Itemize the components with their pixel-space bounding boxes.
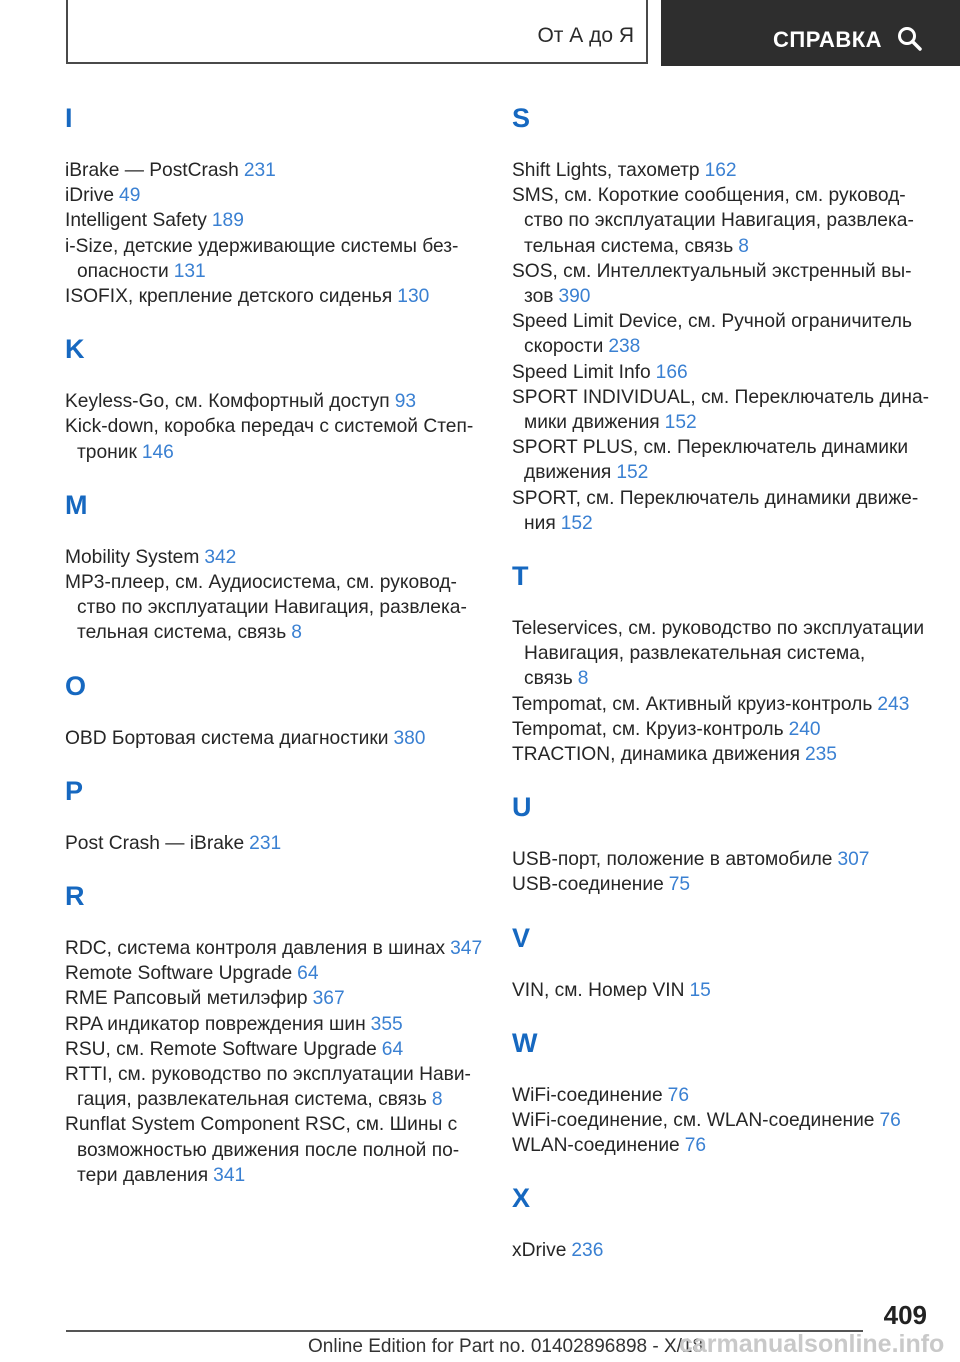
index-entry: [512, 259, 932, 309]
index-entry: [65, 936, 485, 961]
page-link[interactable]: 152: [616, 462, 649, 484]
search-icon[interactable]: [897, 26, 923, 52]
index-entry: [512, 385, 932, 435]
page-link[interactable]: 130: [397, 286, 430, 308]
entry-text: iDrive: [65, 185, 115, 207]
entry-text: VIN, см. Номер VIN: [512, 979, 685, 1001]
index-entry: [512, 309, 932, 359]
a-to-z-label[interactable]: От А до Я: [537, 24, 634, 47]
index-entry: [512, 616, 932, 692]
index-entry: [65, 726, 485, 751]
index-entry: [65, 284, 485, 309]
page-link[interactable]: 93: [394, 391, 417, 413]
entry-text: SPORT PLUS, см. Переключатель динамики движения: [512, 437, 909, 484]
entry-text: Kick-down, коробка передач с системой Степ-троник: [65, 416, 474, 463]
page-link[interactable]: 367: [312, 988, 345, 1010]
index-entry: [65, 208, 485, 233]
index-section: [512, 787, 932, 897]
page-link[interactable]: 64: [297, 963, 319, 985]
page-link[interactable]: 76: [667, 1084, 689, 1106]
section-letter: T: [512, 561, 529, 592]
index-entry: [512, 360, 932, 385]
index-entry: [512, 1238, 932, 1263]
index-section: [65, 329, 485, 465]
page-link[interactable]: 240: [788, 718, 821, 740]
page-link[interactable]: 380: [393, 727, 426, 749]
index-entry: [65, 158, 485, 183]
section-letter: R: [65, 881, 85, 912]
index-entry: [65, 1112, 485, 1188]
section-letter: K: [65, 334, 85, 365]
index-column-right: [512, 98, 932, 1264]
watermark: carmanualsonline.info: [679, 1330, 945, 1358]
page-link[interactable]: 49: [119, 185, 141, 207]
page-link[interactable]: 231: [243, 160, 276, 181]
page-link[interactable]: 8: [291, 622, 302, 644]
index-entry: [512, 978, 932, 1003]
page-link[interactable]: 15: [689, 979, 711, 1001]
index-section: [65, 666, 485, 751]
entry-text: SPORT, см. Переключатель динамики движе-ния: [512, 487, 919, 534]
entry-text: Speed Limit Info: [512, 361, 651, 383]
index-column-left: [65, 98, 485, 1188]
entry-text: Speed Limit Device, см. Ручной ограничитель скорости: [512, 311, 912, 358]
index-entry: [65, 234, 485, 284]
entry-text: USB-соединение: [512, 874, 664, 896]
page-number: 409: [883, 1300, 927, 1330]
index-entry: [65, 1012, 485, 1037]
entry-text: Intelligent Safety: [65, 210, 207, 232]
index-section: [65, 98, 485, 309]
index-entry: [65, 986, 485, 1011]
index-entry: [65, 1037, 485, 1062]
page-link[interactable]: 8: [577, 668, 589, 690]
help-label: СПРАВКА: [773, 27, 883, 52]
entry-text: WLAN-соединение: [512, 1135, 680, 1157]
entry-text: SOS, см. Интеллектуальный экстренный вы-зов: [512, 260, 912, 308]
page-link[interactable]: 243: [877, 693, 910, 715]
entry-text: i-Size, детские удерживающие системы без-опасности: [65, 235, 459, 282]
index-entry: [512, 717, 932, 742]
index-section: [65, 876, 485, 1188]
page-link[interactable]: 390: [558, 286, 591, 308]
page-link[interactable]: 152: [560, 512, 593, 534]
index-entry: [65, 389, 485, 414]
index-entry: [512, 692, 932, 717]
index-section: [512, 556, 932, 767]
section-letter: W: [512, 1027, 538, 1058]
page-link[interactable]: 64: [381, 1038, 404, 1060]
section-letter: V: [512, 922, 531, 953]
entry-text: Runflat System Component RSC, см. Шины с возможностью движения после полной по-тери давления: [65, 1114, 460, 1186]
index-section: [65, 485, 485, 646]
index-entry: [65, 545, 485, 570]
index-section: [512, 98, 932, 536]
page-link[interactable]: 166: [655, 361, 688, 383]
entry-text: SMS, см. Короткие сообщения, см. руковод-ство по эксплуатации Навигация, развлека-тельная система, связь: [512, 185, 914, 257]
entry-text: WiFi-соединение: [512, 1084, 663, 1106]
entry-text: Tempomat, см. Круиз-контроль: [512, 718, 784, 740]
page-link[interactable]: 75: [668, 874, 691, 896]
entry-text: RTTI, см. руководство по эксплуатации Нави-гация, развлекательная система, связь: [65, 1064, 471, 1111]
header-tab-a-to-z[interactable]: [66, 0, 648, 64]
section-letter: M: [65, 489, 88, 520]
index-section: [65, 771, 485, 856]
index-entry: [512, 872, 932, 897]
index-entry: [512, 183, 932, 259]
page-link[interactable]: 131: [173, 260, 206, 282]
index-entry: [65, 414, 485, 464]
entry-text: Mobility System: [65, 546, 200, 568]
footer-edition: Online Edition for Part no. 01402896898 - X/18: [308, 1336, 704, 1357]
index-entry: [512, 435, 932, 485]
section-letter: U: [512, 792, 532, 823]
entry-text: RME Рапсовый метилэфир: [65, 988, 308, 1010]
index-entry: [512, 158, 932, 183]
page-link[interactable]: 76: [684, 1135, 707, 1157]
entry-text: xDrive: [512, 1240, 567, 1262]
page-link[interactable]: 8: [738, 235, 749, 257]
index-section: [512, 1023, 932, 1159]
index-entry: [512, 1133, 932, 1158]
page-link[interactable]: 341: [213, 1164, 246, 1186]
index-entry: [512, 742, 932, 767]
entry-text: Shift Lights, тахометр: [512, 160, 700, 181]
page-link[interactable]: 236: [571, 1240, 604, 1262]
entry-text: TRACTION, динамика движения: [512, 744, 800, 766]
index-entry: [512, 486, 932, 536]
section-letter: P: [65, 775, 84, 806]
index-entry: [512, 1083, 932, 1108]
page-link[interactable]: 347: [450, 938, 483, 960]
entry-text: Tempomat, см. Активный круиз-контроль: [512, 693, 873, 715]
page-link[interactable]: 231: [249, 832, 282, 854]
page-link[interactable]: 189: [211, 210, 244, 232]
entry-text: iBrake — PostCrash: [65, 160, 239, 181]
entry-text: Post Crash — iBrake: [65, 832, 245, 854]
index-entry: [65, 961, 485, 986]
section-letter: O: [65, 670, 87, 701]
index-section: [512, 1178, 932, 1263]
index-entry: [65, 1062, 485, 1112]
entry-text: ISOFIX, крепление детского сиденья: [65, 286, 393, 308]
entry-text: Remote Software Upgrade: [65, 963, 293, 985]
entry-text: Keyless-Go, см. Комфортный доступ: [65, 391, 390, 413]
index-section: [512, 918, 932, 1003]
page-link[interactable]: 152: [664, 412, 697, 434]
entry-text: USB-порт, положение в автомобиле: [512, 849, 833, 871]
page-link[interactable]: 146: [141, 441, 174, 463]
entry-text: RDC, система контроля давления в шинах: [65, 938, 446, 960]
index-entry: [512, 1108, 932, 1133]
section-letter: X: [512, 1183, 531, 1214]
entry-text: Teleservices, см. руководство по эксплуатации Навигация, развлекательная система, связь: [512, 618, 925, 690]
entry-text: MP3-плеер, см. Аудиосистема, см. руковод-ство по эксплуатации Навигация, развлека-тельная система, связь: [65, 572, 467, 644]
section-letter: I: [65, 103, 73, 133]
page-link[interactable]: 76: [879, 1110, 901, 1132]
page-link[interactable]: 342: [204, 546, 237, 568]
section-letter: S: [512, 103, 531, 133]
index-entry: [512, 847, 932, 872]
page-link[interactable]: 162: [704, 160, 737, 181]
entry-text: RPA индикатор повреждения шин: [65, 1013, 366, 1035]
page-link[interactable]: 355: [370, 1013, 403, 1035]
page-link[interactable]: 8: [431, 1089, 443, 1111]
page-link[interactable]: 235: [804, 744, 837, 766]
index-entry: [65, 570, 485, 646]
page-link[interactable]: 307: [837, 849, 870, 871]
entry-text: OBD Бортовая система диагностики: [65, 727, 389, 749]
index-entry: [65, 831, 485, 856]
header-help-button[interactable]: [661, 0, 960, 66]
entry-text: WiFi-соединение, см. WLAN-соединение: [512, 1110, 875, 1132]
entry-text: SPORT INDIVIDUAL, см. Переключатель дина-мики движения: [512, 386, 930, 434]
entry-text: RSU, см. Remote Software Upgrade: [65, 1038, 377, 1060]
index-entry: [65, 183, 485, 208]
page-link[interactable]: 238: [608, 336, 641, 358]
